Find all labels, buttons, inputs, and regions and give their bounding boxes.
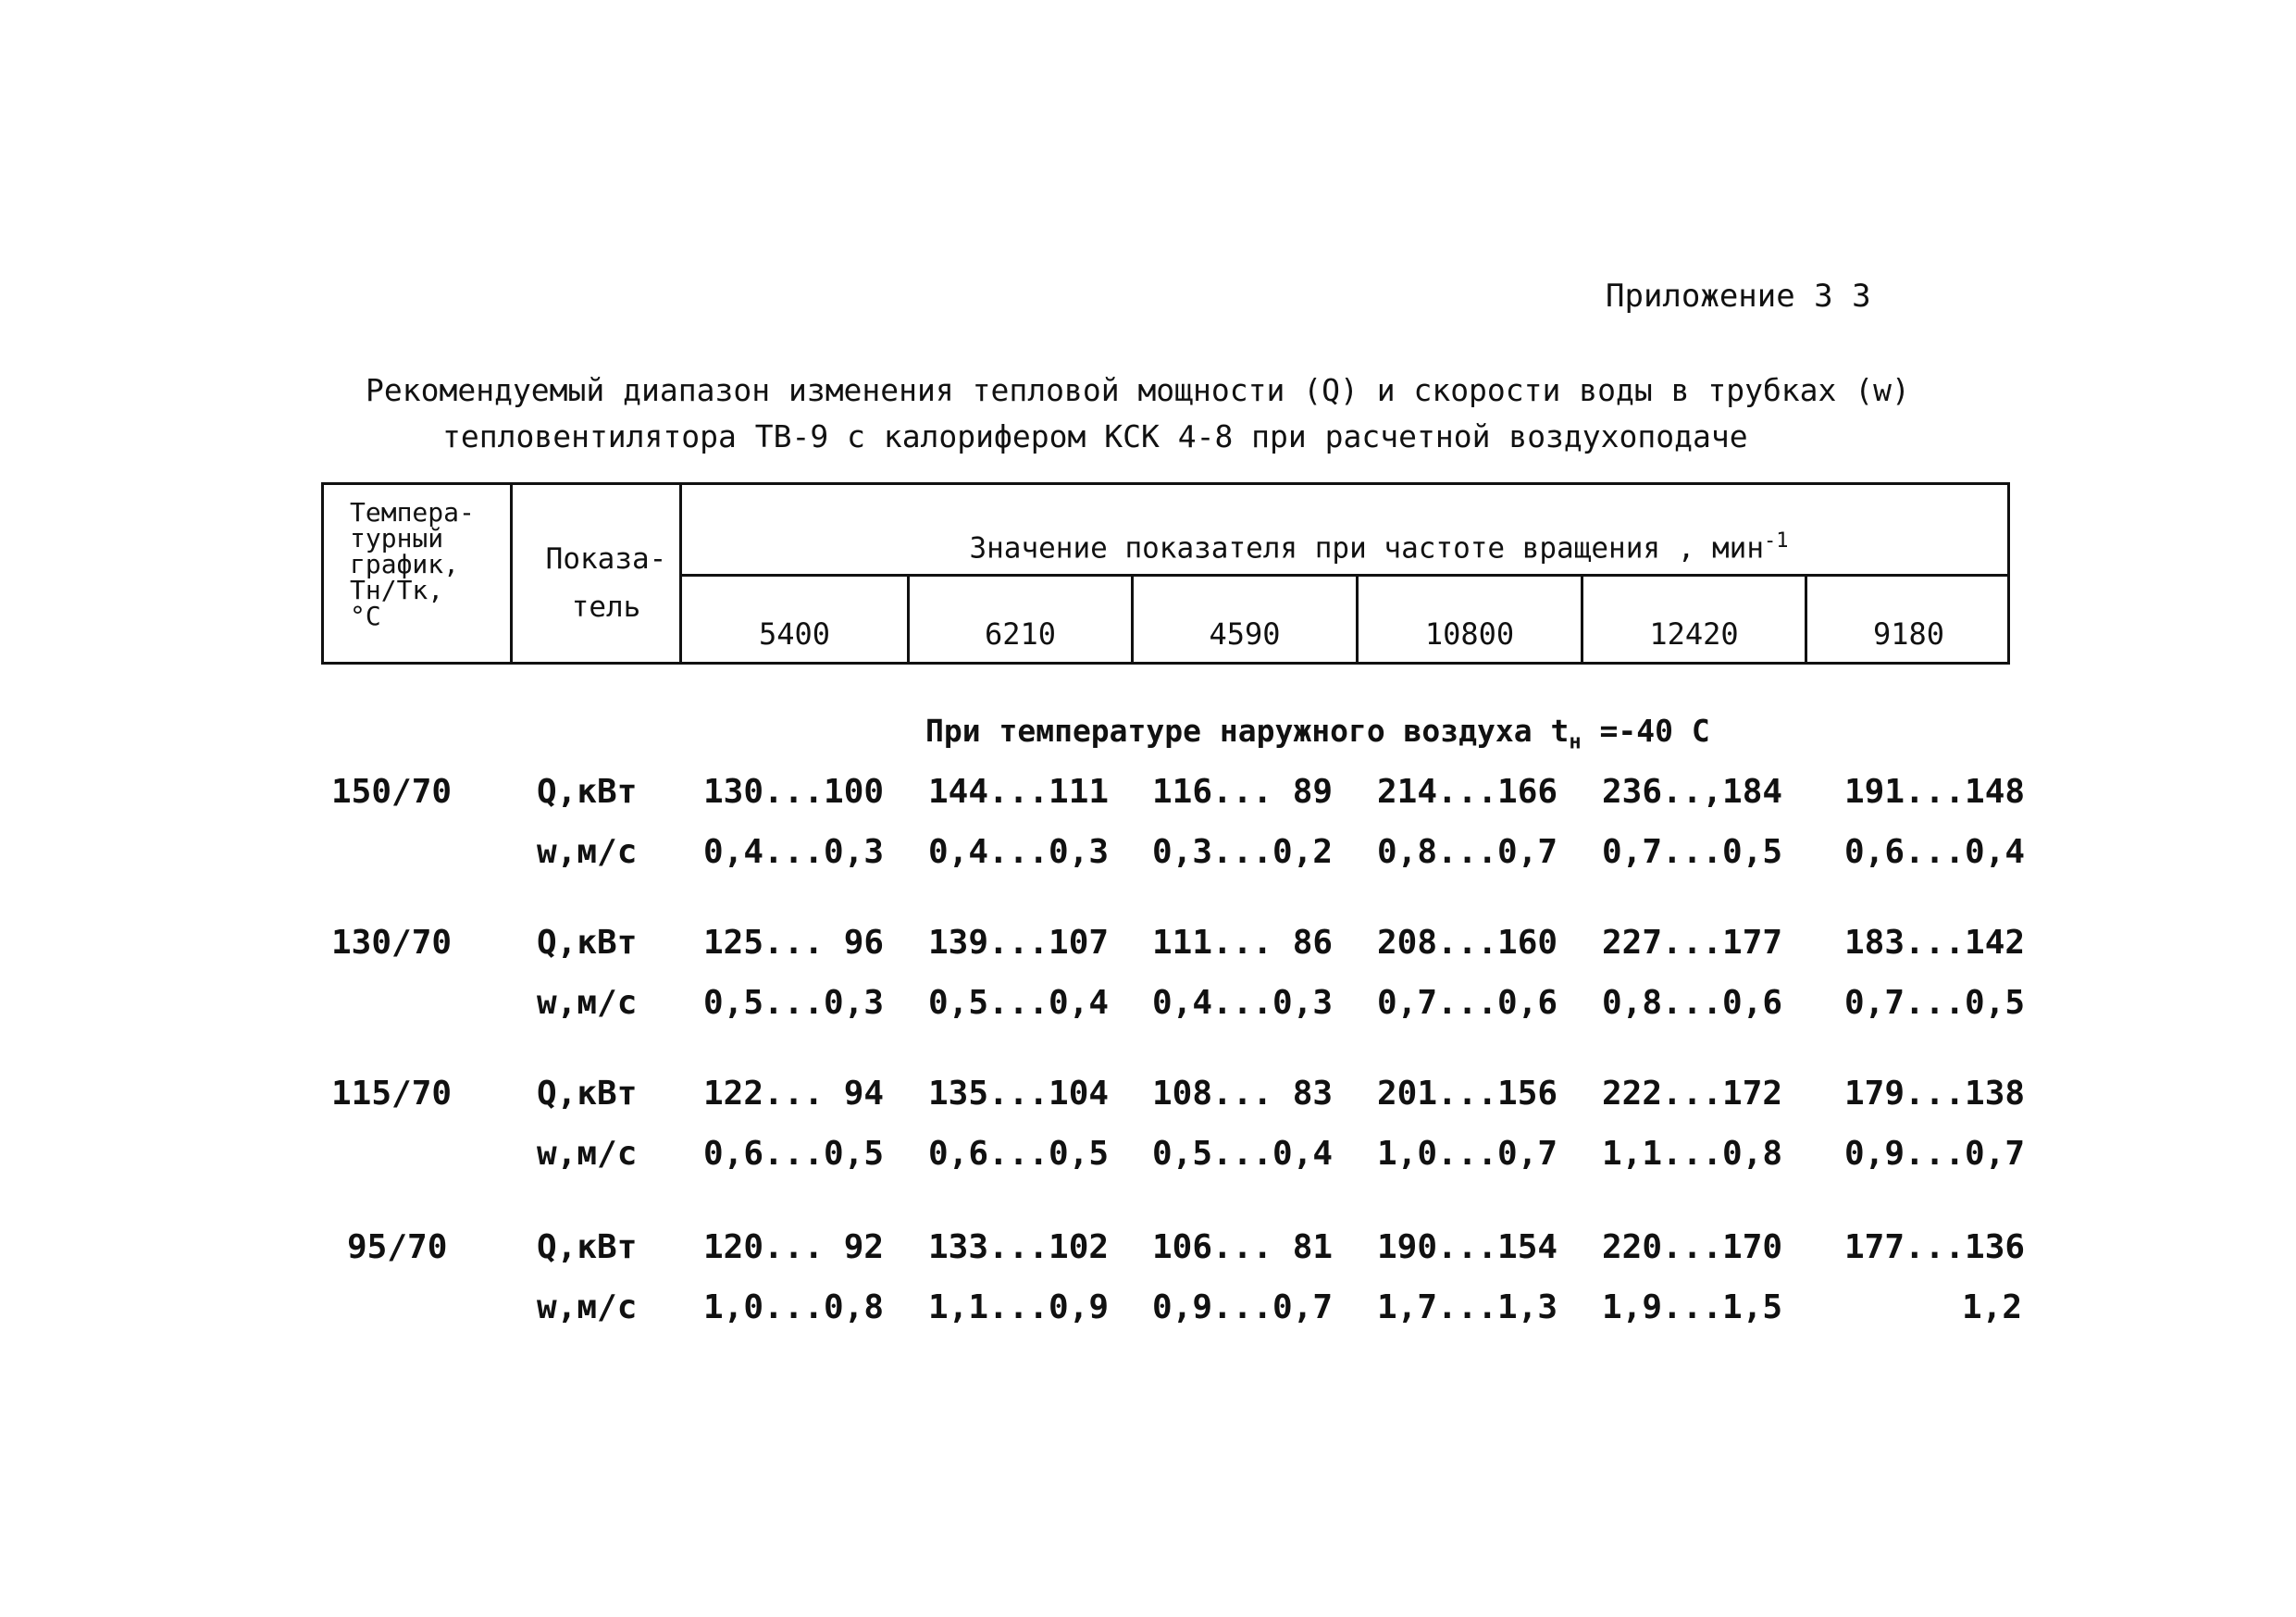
- table-title-line-1: Рекомендуемый диапазон изменения тепловой мощности (Q) и скорости воды в трубках (w): [366, 372, 1910, 408]
- header-divider: [1805, 576, 1807, 662]
- q-value: 139...107: [928, 924, 1110, 962]
- w-value: 1,2: [1962, 1288, 2023, 1326]
- rpm-header: 12420: [1649, 616, 1739, 652]
- q-value: 135...104: [928, 1075, 1110, 1113]
- header-divider: [1581, 576, 1583, 662]
- w-value: 0,8...0,6: [1602, 984, 1783, 1022]
- q-value: 191...148: [1844, 773, 2026, 811]
- indicator-w-label: w,м/с: [537, 833, 638, 871]
- w-value: 1,0...0,7: [1377, 1135, 1558, 1173]
- q-value: 125... 96: [703, 924, 885, 962]
- q-value: 214...166: [1377, 773, 1558, 811]
- q-value: 179...138: [1844, 1075, 2026, 1113]
- header-rotation-frequency: [750, 528, 2008, 566]
- q-value: 108... 83: [1152, 1075, 1334, 1113]
- w-value: 1,7...1,3: [1377, 1288, 1558, 1326]
- q-value: 106... 81: [1152, 1228, 1334, 1266]
- w-value: 0,5...0,4: [928, 984, 1110, 1022]
- indicator-q-label: Q,кВт: [537, 1075, 638, 1113]
- appendix-label: Приложение 3 3: [1606, 278, 1871, 315]
- q-value: 133...102: [928, 1228, 1110, 1266]
- w-value: 0,8...0,7: [1377, 833, 1558, 871]
- rpm-header: 9180: [1872, 616, 1945, 652]
- w-value: 0,9...0,7: [1844, 1135, 2026, 1173]
- w-value: 0,6...0,5: [928, 1135, 1110, 1173]
- q-value: 236..,184: [1602, 773, 1783, 811]
- w-value: 1,1...0,8: [1602, 1135, 1783, 1173]
- header-temperature-schedule: Темпера- турный график, Тн/Тк, °С: [350, 497, 475, 631]
- q-value: 183...142: [1844, 924, 2026, 962]
- header-rotation-frequency-label: Значение показателя при частоте вращения , мин: [969, 531, 1765, 566]
- table-header: [321, 482, 2010, 665]
- q-value: 220...170: [1602, 1228, 1783, 1266]
- header-divider: [907, 576, 910, 662]
- w-value: 0,5...0,3: [703, 984, 885, 1022]
- w-value: 1,9...1,5: [1602, 1288, 1783, 1326]
- outdoor-temperature-subscript: н: [1569, 730, 1582, 754]
- q-value: 116... 89: [1152, 773, 1334, 811]
- q-value: 201...156: [1377, 1075, 1558, 1113]
- q-value: 227...177: [1602, 924, 1783, 962]
- header-divider: [679, 574, 2010, 577]
- w-value: 0,4...0,3: [703, 833, 885, 871]
- indicator-w-label: w,м/с: [537, 1135, 638, 1173]
- row-group-label: 150/70: [331, 773, 453, 811]
- w-value: 0,9...0,7: [1152, 1288, 1334, 1326]
- outdoor-temperature-text: При температуре наружного воздуха t: [925, 713, 1570, 749]
- w-value: 0,7...0,5: [1602, 833, 1783, 871]
- header-divider: [510, 485, 513, 662]
- w-value: 0,4...0,3: [928, 833, 1110, 871]
- header-indicator: Показа- тель: [545, 542, 667, 624]
- w-value: 1,0...0,8: [703, 1288, 885, 1326]
- row-group-label: 130/70: [331, 924, 453, 962]
- w-value: 0,3...0,2: [1152, 833, 1334, 871]
- header-divider: [1131, 576, 1134, 662]
- indicator-q-label: Q,кВт: [537, 1228, 638, 1266]
- q-value: 177...136: [1844, 1228, 2026, 1266]
- q-value: 130...100: [703, 773, 885, 811]
- table-title-line-2: тепловентилятора ТВ-9 с калорифером КСК 4-8 при расчетной воздухоподаче: [442, 418, 1748, 454]
- header-divider: [1356, 576, 1359, 662]
- w-value: 0,4...0,3: [1152, 984, 1334, 1022]
- w-value: 1,1...0,9: [928, 1288, 1110, 1326]
- outdoor-temperature-condition: [925, 713, 1710, 754]
- row-group-label: 95/70: [347, 1228, 448, 1266]
- rpm-header: 10800: [1424, 616, 1515, 652]
- q-value: 190...154: [1377, 1228, 1558, 1266]
- indicator-q-label: Q,кВт: [537, 773, 638, 811]
- q-value: 222...172: [1602, 1075, 1783, 1113]
- w-value: 0,7...0,6: [1377, 984, 1558, 1022]
- w-value: 0,6...0,4: [1844, 833, 2026, 871]
- indicator-q-label: Q,кВт: [537, 924, 638, 962]
- q-value: 144...111: [928, 773, 1110, 811]
- row-group-label: 115/70: [331, 1075, 453, 1113]
- rpm-header: 5400: [758, 616, 831, 652]
- q-value: 122... 94: [703, 1075, 885, 1113]
- w-value: 0,6...0,5: [703, 1135, 885, 1173]
- q-value: 120... 92: [703, 1228, 885, 1266]
- rpm-header: 6210: [984, 616, 1057, 652]
- w-value: 0,5...0,4: [1152, 1135, 1334, 1173]
- q-value: 208...160: [1377, 924, 1558, 962]
- header-rotation-frequency-unit-exponent: -1: [1764, 529, 1789, 553]
- q-value: 111... 86: [1152, 924, 1334, 962]
- outdoor-temperature-value: =-40 С: [1581, 713, 1710, 749]
- indicator-w-label: w,м/с: [537, 984, 638, 1022]
- w-value: 0,7...0,5: [1844, 984, 2026, 1022]
- indicator-w-label: w,м/с: [537, 1288, 638, 1326]
- rpm-header: 4590: [1209, 616, 1281, 652]
